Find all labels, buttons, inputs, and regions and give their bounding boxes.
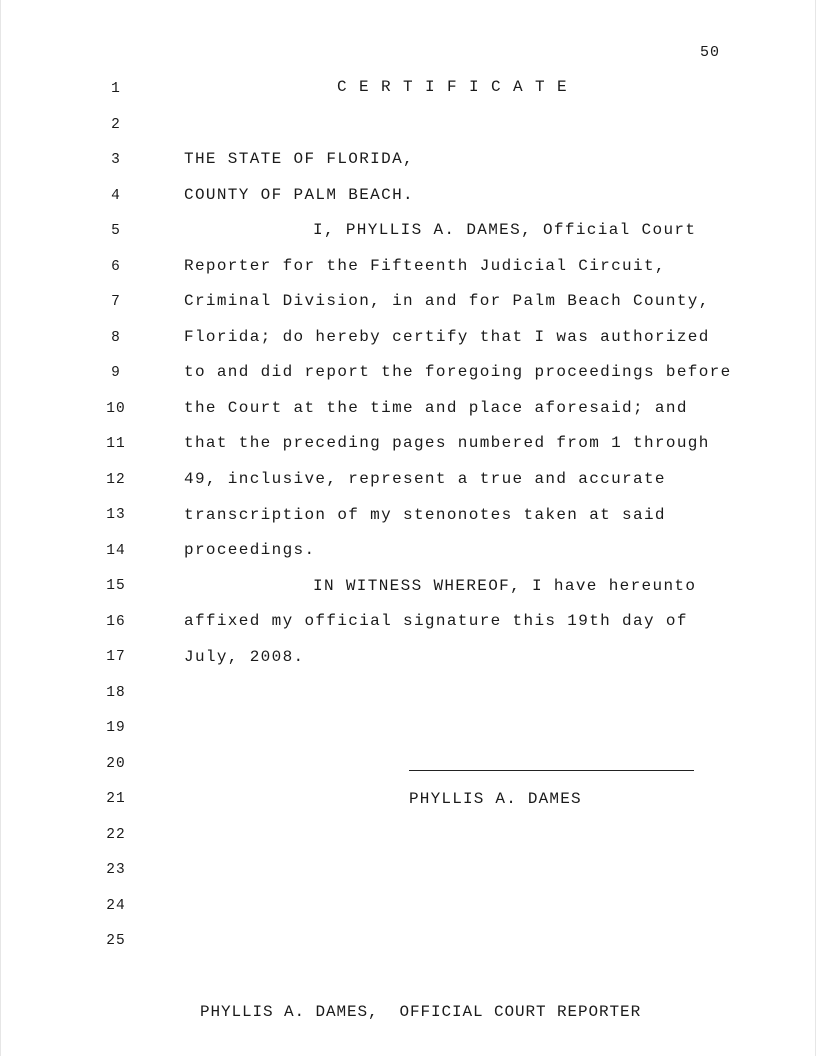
line-number: 1: [111, 81, 121, 97]
line-number: 19: [106, 720, 126, 736]
signature-name: PHYLLIS A. DAMES: [409, 790, 582, 808]
transcript-line-6: Reporter for the Fifteenth Judicial Circuit,: [184, 257, 666, 275]
line-number: 20: [106, 756, 126, 772]
page-footer: PHYLLIS A. DAMES, OFFICIAL COURT REPORTER: [200, 1003, 642, 1021]
line-number: 21: [106, 791, 126, 807]
transcript-line-10: the Court at the time and place aforesaid; and: [184, 399, 688, 417]
line-number: 5: [111, 223, 121, 239]
transcript-line-13: transcription of my stenonotes taken at said: [184, 506, 666, 524]
transcript-line-17: July, 2008.: [184, 648, 305, 666]
transcript-line-3: THE STATE OF FLORIDA,: [184, 150, 414, 168]
certificate-title: C E R T I F I C A T E: [337, 78, 569, 96]
line-number: 4: [111, 188, 121, 204]
line-number: 18: [106, 685, 126, 701]
transcript-line-12: 49, inclusive, represent a true and accurate: [184, 470, 666, 488]
line-number: 14: [106, 543, 126, 559]
line-number: 22: [106, 827, 126, 843]
page-edge-left: [0, 0, 1, 1056]
transcript-line-9: to and did report the foregoing proceedings before: [184, 363, 732, 381]
page-number: 50: [700, 44, 721, 61]
line-number: 16: [106, 614, 126, 630]
transcript-line-4: COUNTY OF PALM BEACH.: [184, 186, 414, 204]
line-number: 2: [111, 117, 121, 133]
line-number: 7: [111, 294, 121, 310]
transcript-line-14: proceedings.: [184, 541, 316, 559]
line-number: 25: [106, 933, 126, 949]
transcript-line-15: IN WITNESS WHEREOF, I have hereunto: [313, 577, 697, 595]
line-number: 6: [111, 259, 121, 275]
transcript-line-5: I, PHYLLIS A. DAMES, Official Court: [313, 221, 697, 239]
transcript-line-11: that the preceding pages numbered from 1 through: [184, 434, 710, 452]
line-number: 12: [106, 472, 126, 488]
line-number: 3: [111, 152, 121, 168]
line-number: 24: [106, 898, 126, 914]
line-number: 17: [106, 649, 126, 665]
line-number: 15: [106, 578, 126, 594]
line-number: 10: [106, 401, 126, 417]
line-number: 13: [106, 507, 126, 523]
transcript-line-8: Florida; do hereby certify that I was authorized: [184, 328, 710, 346]
signature-line: [409, 770, 694, 771]
line-number: 23: [106, 862, 126, 878]
line-number: 11: [106, 436, 126, 452]
transcript-line-7: Criminal Division, in and for Palm Beach County,: [184, 292, 710, 310]
line-number: 8: [111, 330, 121, 346]
line-number: 9: [111, 365, 121, 381]
transcript-line-16: affixed my official signature this 19th day of: [184, 612, 688, 630]
